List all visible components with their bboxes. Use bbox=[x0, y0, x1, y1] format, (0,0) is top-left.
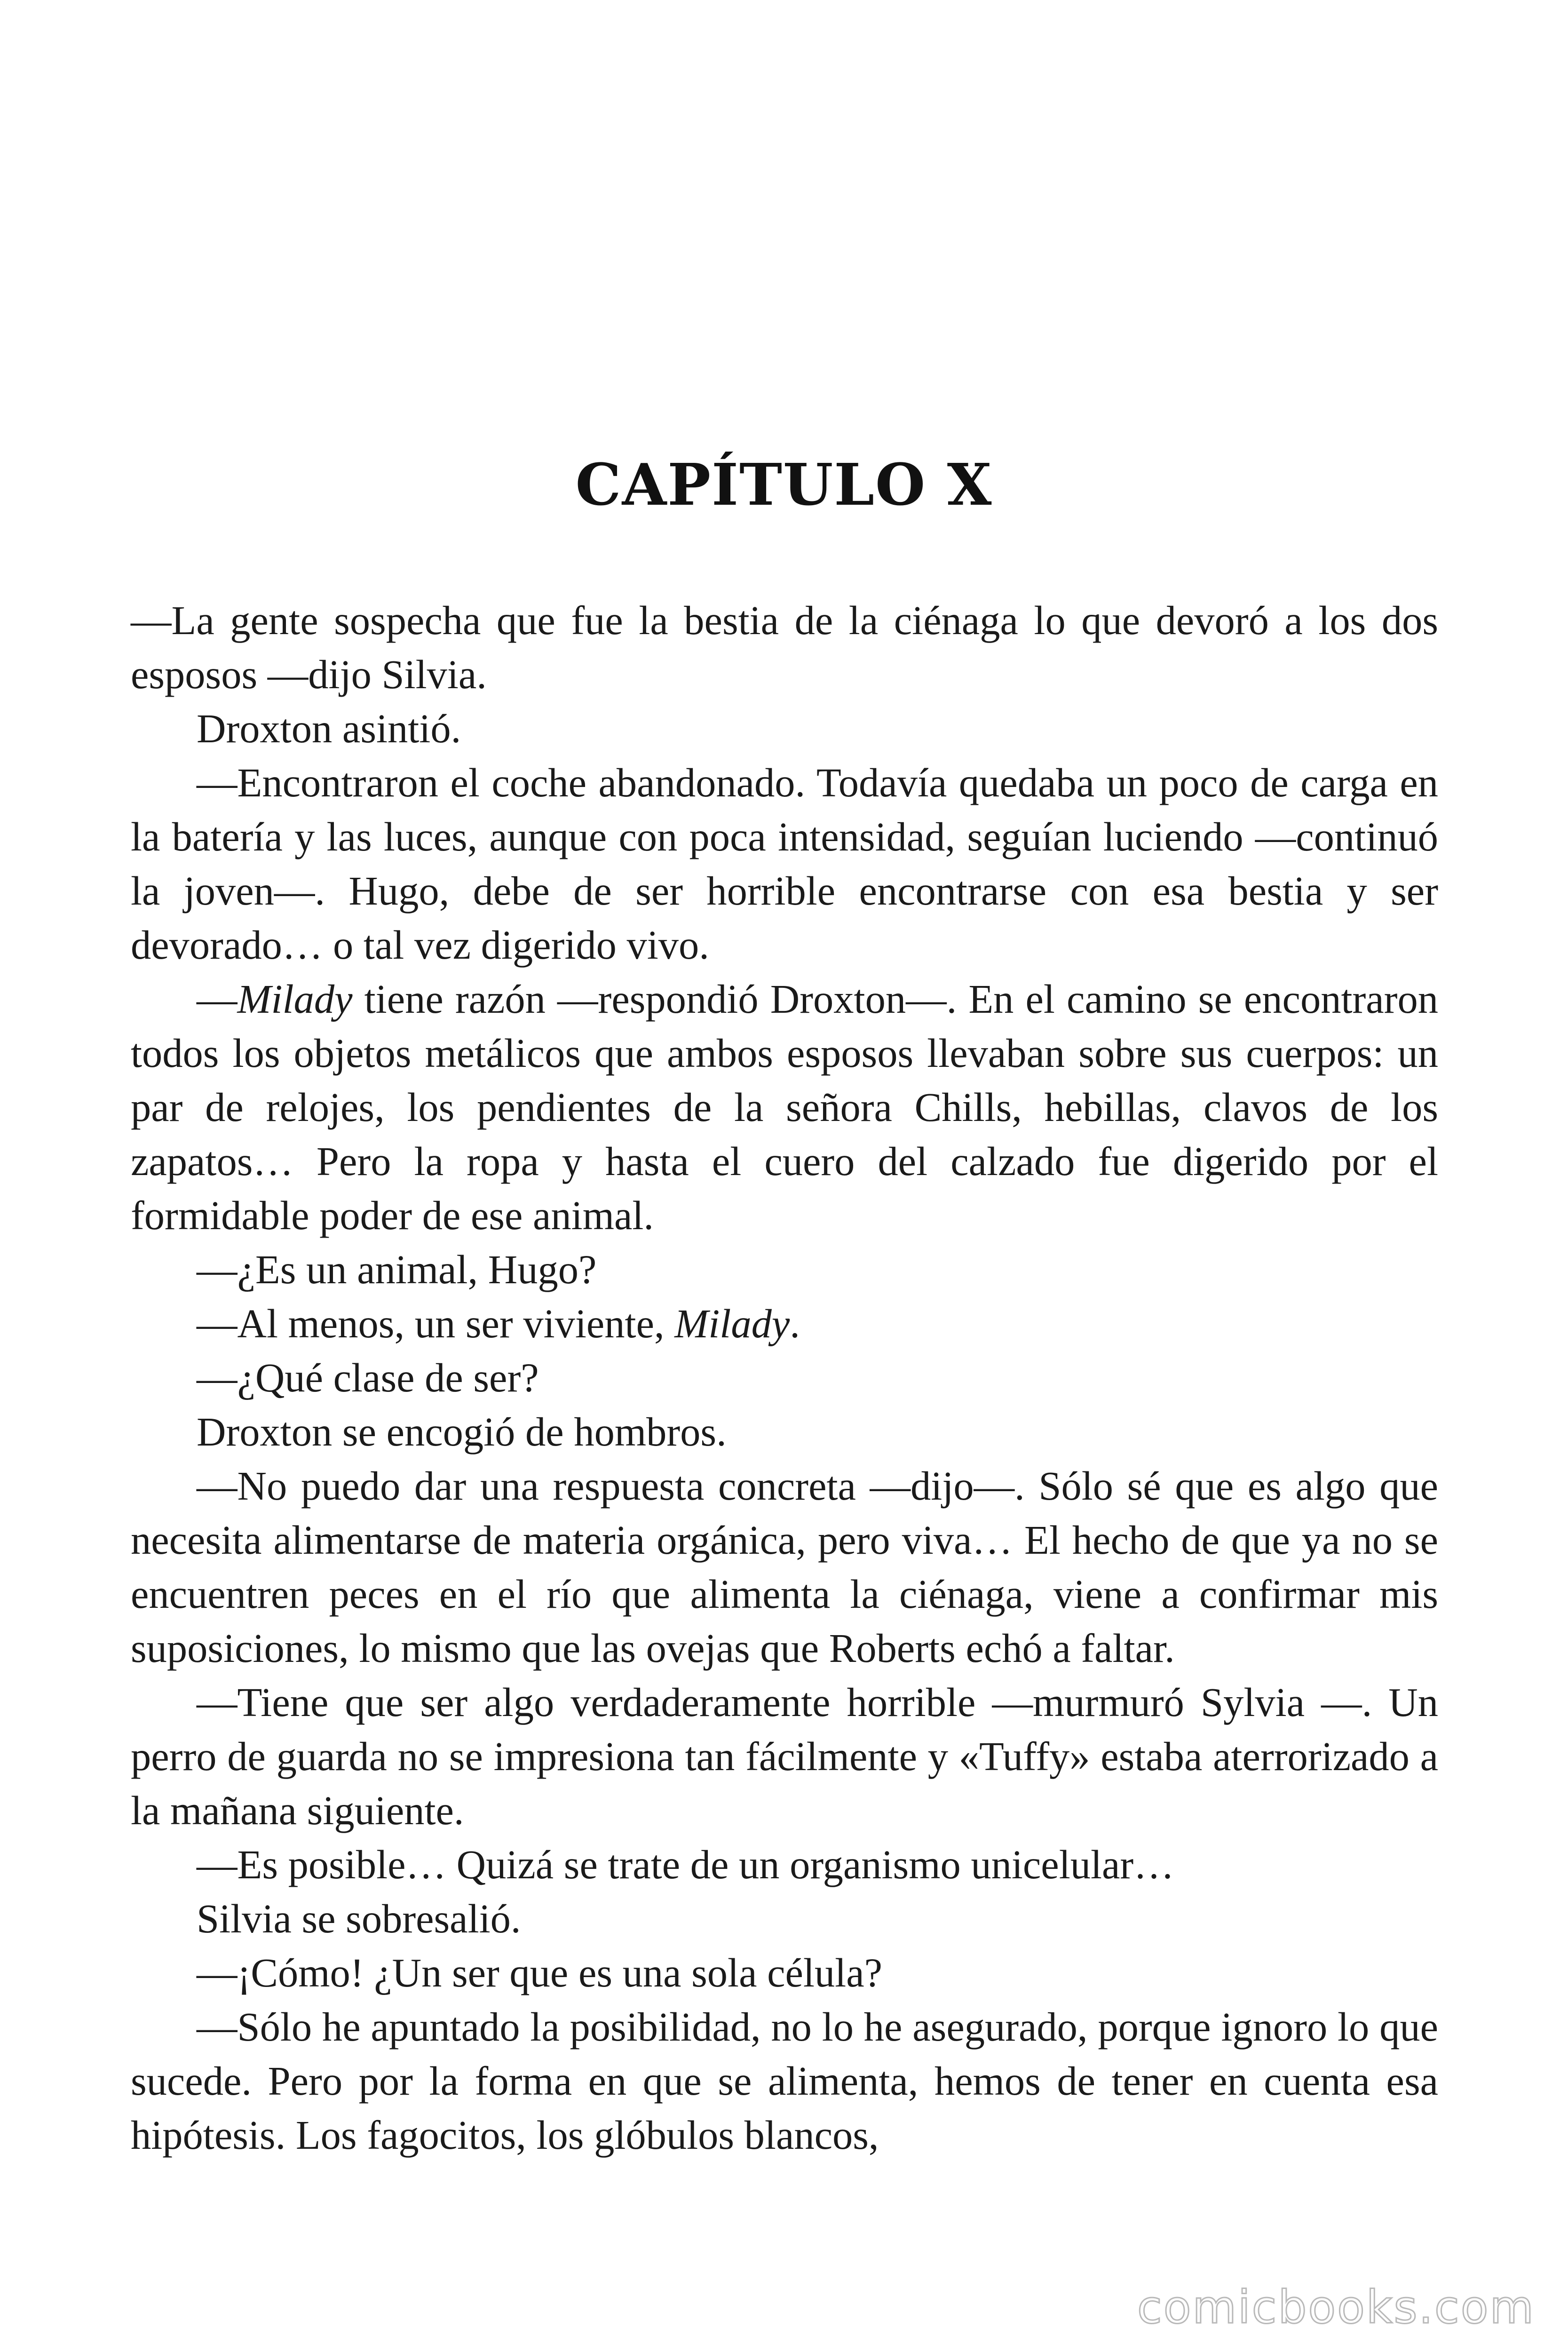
paragraph-text: tiene razón —respondió Droxton—. En el camino se encontraron todos los objetos metálicos que ambos esposos llevaban sobre sus cuerpos: un par de relojes, los pendientes de la señora Chills, hebillas, clavos de los zapatos… Pero la ropa y hasta el cuero del calzado fue digerido por el formidable poder de ese animal. bbox=[131, 977, 1438, 1238]
italic-term: Milady bbox=[674, 1301, 790, 1346]
paragraph-text: —Al menos, un ser viviente, bbox=[197, 1301, 675, 1346]
paragraph bbox=[131, 972, 1438, 1243]
paragraph-text: — bbox=[197, 977, 238, 1022]
paragraph: —¿Es un animal, Hugo? bbox=[197, 1247, 597, 1292]
paragraph: —No puedo dar una respuesta concreta —dijo—. Sólo sé que es algo que necesita alimentarse de materia orgánica, pero viva… El hecho de que ya no se encuentren peces en el río que alimenta la ciénaga, viene a confirmar mis suposiciones, lo mismo que las ovejas que Roberts echó a faltar. bbox=[131, 1463, 1438, 1671]
paragraph: Droxton asintió. bbox=[197, 706, 461, 751]
paragraph: —¿Qué clase de ser? bbox=[197, 1355, 539, 1400]
paragraph: Silvia se sobresalió. bbox=[197, 1896, 521, 1941]
chapter-title: CAPÍTULO X bbox=[575, 451, 993, 518]
paragraph: —¡Cómo! ¿Un ser que es una sola célula? bbox=[197, 1950, 882, 1995]
paragraph: Droxton se encogió de hombros. bbox=[197, 1409, 727, 1454]
watermark: comicbooks.com bbox=[1137, 2281, 1535, 2334]
chapter-body bbox=[131, 594, 1438, 2162]
paragraph: —Sólo he apuntado la posibilidad, no lo he asegurado, porque ignoro lo que sucede. Pero por la forma en que se alimenta, hemos de tener en cuenta esa hipótesis. Los fagocitos, los glóbulos blancos, bbox=[131, 2004, 1438, 2158]
paragraph: —Encontraron el coche abandonado. Todavía quedaba un poco de carga en la batería y las luces, aunque con poca intensidad, seguían luciendo —continuó la joven—. Hugo, debe de ser horrible encontrarse con esa bestia y ser devorado… o tal vez digerido vivo. bbox=[131, 760, 1438, 968]
italic-term: Milady bbox=[237, 977, 353, 1022]
paragraph: —Es posible… Quizá se trate de un organismo unicelular… bbox=[197, 1842, 1174, 1887]
paragraph: —La gente sospecha que fue la bestia de la ciénaga lo que devoró a los dos esposos —dijo Silvia. bbox=[131, 598, 1438, 697]
paragraph-text: . bbox=[790, 1301, 800, 1346]
paragraph: —Tiene que ser algo verdaderamente horrible —murmuró Sylvia —. Un perro de guarda no se impresiona tan fácilmente y «Tuffy» estaba aterrorizado a la mañana siguiente. bbox=[131, 1680, 1438, 1833]
paragraph bbox=[131, 1297, 1438, 1351]
